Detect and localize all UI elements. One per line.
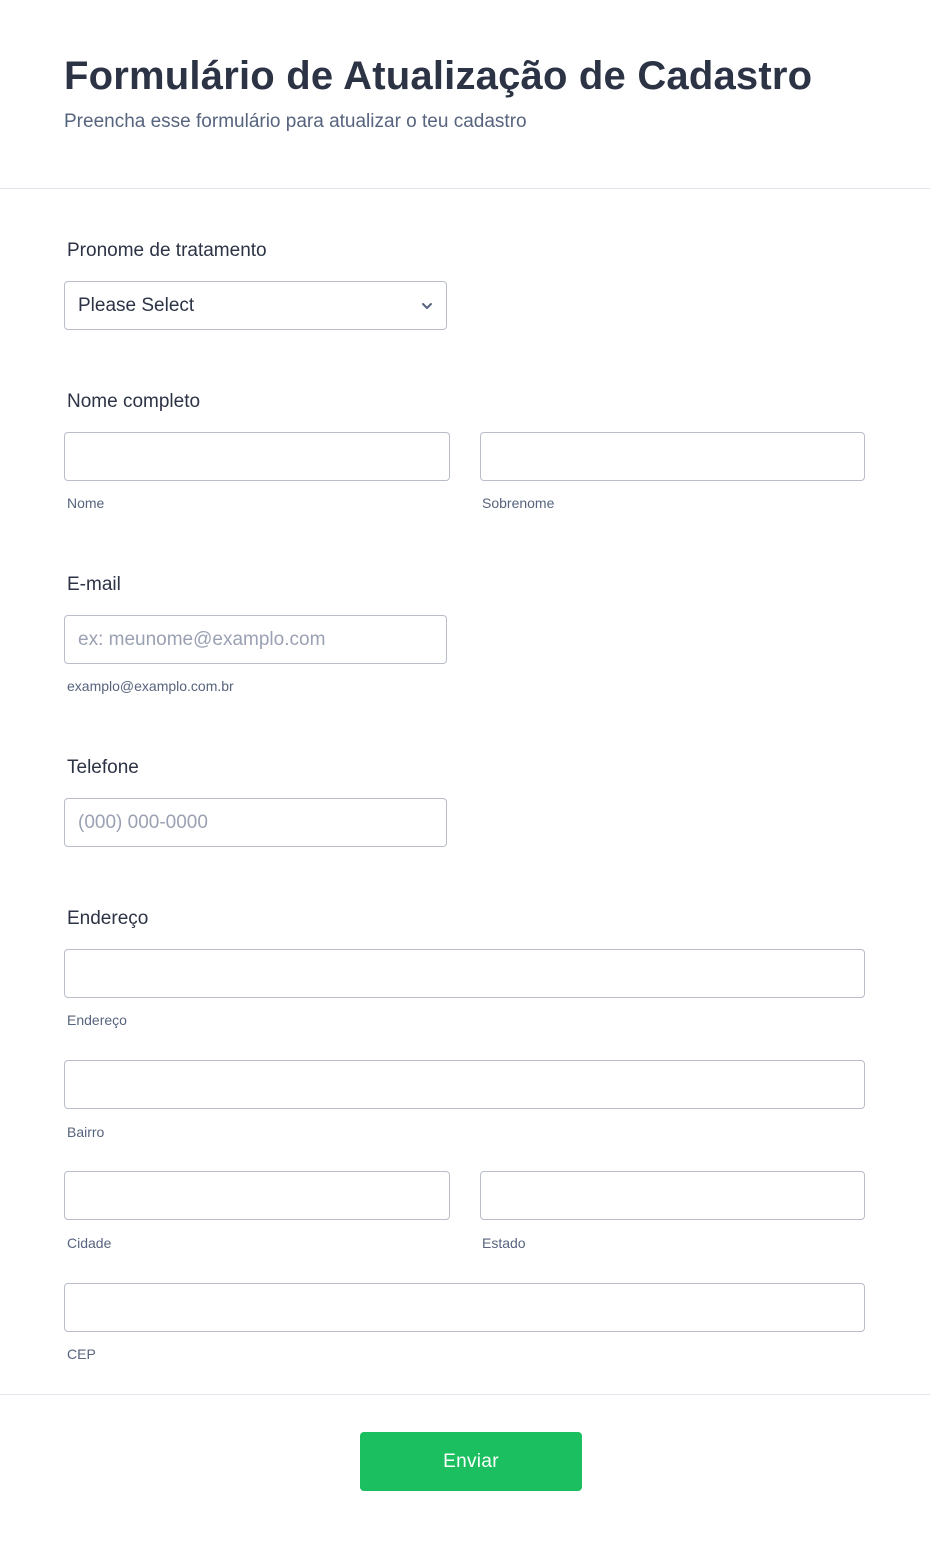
street-address-sublabel: Endereço <box>67 1012 127 1028</box>
street-address-field[interactable] <box>64 949 865 998</box>
endereco-label: Endereço <box>67 908 149 929</box>
form-header <box>0 0 930 189</box>
pronome-selected-value: Please Select <box>78 295 195 316</box>
cep-sublabel: CEP <box>67 1346 96 1362</box>
phone-field[interactable] <box>64 798 447 847</box>
cep-field[interactable] <box>64 1283 865 1332</box>
first-name-field[interactable] <box>64 432 450 481</box>
email-placeholder: ex: meunome@examplo.com <box>78 629 326 650</box>
estado-field[interactable] <box>480 1171 865 1220</box>
submit-button[interactable]: Enviar <box>360 1432 582 1491</box>
chevron-down-icon <box>420 299 434 313</box>
page-subtitle: Preencha esse formulário para atualizar o teu cadastro <box>64 111 527 132</box>
bairro-sublabel: Bairro <box>67 1124 105 1140</box>
cidade-sublabel: Cidade <box>67 1235 112 1251</box>
last-name-sublabel: Sobrenome <box>482 495 555 511</box>
nome-label: Nome completo <box>67 391 201 412</box>
email-field[interactable] <box>64 615 447 664</box>
phone-placeholder: (000) 000-0000 <box>78 812 208 833</box>
telefone-label: Telefone <box>67 757 139 778</box>
pronome-label: Pronome de tratamento <box>67 240 267 261</box>
first-name-sublabel: Nome <box>67 495 105 511</box>
bairro-field[interactable] <box>64 1060 865 1109</box>
cidade-field[interactable] <box>64 1171 450 1220</box>
email-sublabel: examplo@examplo.com.br <box>67 678 234 694</box>
estado-sublabel: Estado <box>482 1235 526 1251</box>
footer-divider <box>0 1394 930 1395</box>
page-title: Formulário de Atualização de Cadastro <box>64 54 813 98</box>
email-label: E-mail <box>67 574 121 595</box>
last-name-field[interactable] <box>480 432 865 481</box>
pronome-select[interactable] <box>64 281 447 330</box>
